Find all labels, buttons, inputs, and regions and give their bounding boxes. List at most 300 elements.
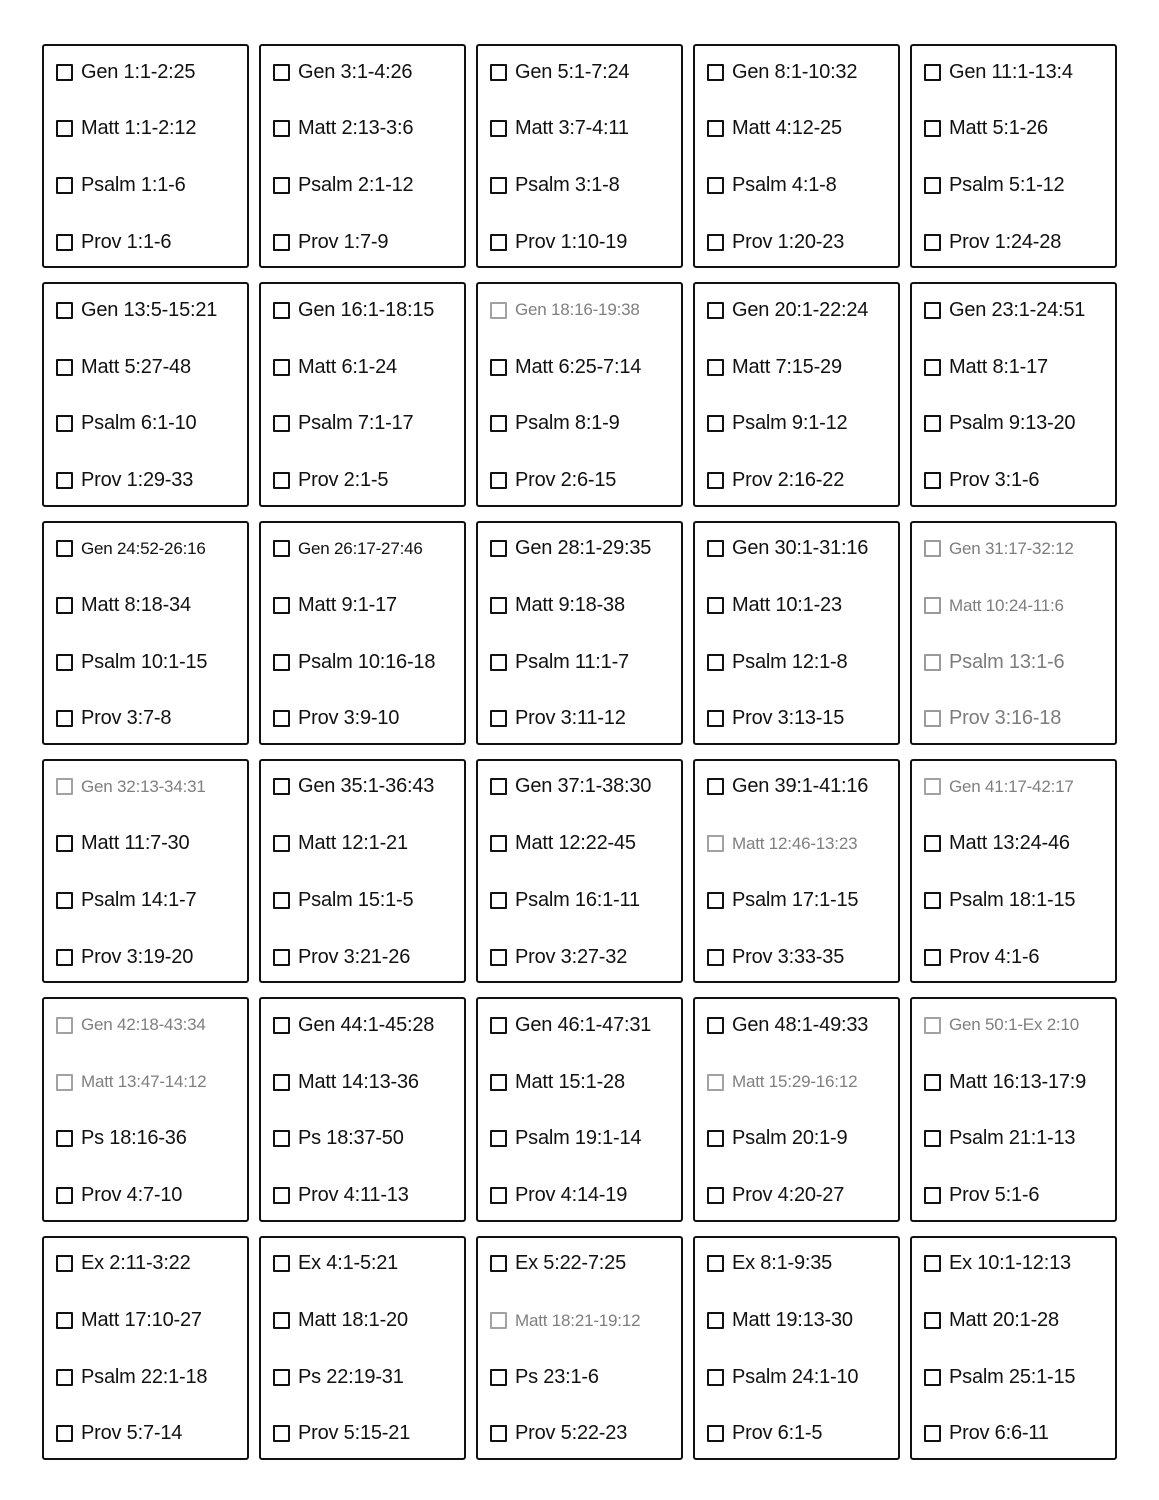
- reading-row[interactable]: [490, 830, 671, 858]
- empty-checkbox-icon[interactable]: [490, 1074, 507, 1091]
- empty-checkbox-icon[interactable]: [56, 359, 73, 376]
- reading-row[interactable]: [490, 1125, 671, 1153]
- empty-checkbox-icon[interactable]: [490, 835, 507, 852]
- reading-row[interactable]: [924, 1182, 1105, 1210]
- reading-label: Ex 10:1-12:13: [949, 1252, 1071, 1275]
- empty-checkbox-icon[interactable]: [273, 1017, 290, 1034]
- reading-row[interactable]: [924, 830, 1105, 858]
- reading-label: Psalm 15:1-5: [298, 889, 414, 912]
- empty-checkbox-icon[interactable]: [56, 597, 73, 614]
- empty-checkbox-icon[interactable]: [490, 1425, 507, 1442]
- reading-row[interactable]: [273, 648, 454, 676]
- empty-checkbox-icon[interactable]: [924, 892, 941, 909]
- reading-label: Prov 3:9-10: [298, 707, 400, 730]
- empty-checkbox-icon[interactable]: [273, 949, 290, 966]
- empty-checkbox-icon[interactable]: [924, 540, 941, 557]
- reading-label: Psalm 18:1-15: [949, 889, 1076, 912]
- reading-label: Matt 6:1-24: [298, 355, 397, 378]
- reading-label: Prov 6:1-5: [732, 1422, 823, 1445]
- empty-checkbox-icon[interactable]: [490, 177, 507, 194]
- reading-row[interactable]: [707, 410, 888, 438]
- reading-row[interactable]: [490, 1420, 671, 1448]
- empty-checkbox-icon[interactable]: [490, 359, 507, 376]
- empty-checkbox-icon[interactable]: [924, 234, 941, 251]
- empty-checkbox-icon[interactable]: [56, 892, 73, 909]
- empty-checkbox-icon[interactable]: [56, 710, 73, 727]
- reading-label: Psalm 2:1-12: [298, 174, 414, 197]
- empty-checkbox-icon[interactable]: [924, 359, 941, 376]
- reading-row[interactable]: [273, 591, 454, 619]
- empty-checkbox-icon[interactable]: [490, 1369, 507, 1386]
- reading-label: Gen 35:1-36:43: [298, 775, 435, 798]
- empty-checkbox-icon[interactable]: [707, 540, 724, 557]
- reading-row[interactable]: [273, 296, 454, 324]
- empty-checkbox-icon[interactable]: [56, 778, 73, 795]
- reading-row[interactable]: [707, 1125, 888, 1153]
- reading-row[interactable]: [707, 773, 888, 801]
- reading-row[interactable]: [924, 1068, 1105, 1096]
- empty-checkbox-icon[interactable]: [273, 359, 290, 376]
- reading-row[interactable]: [56, 830, 237, 858]
- reading-card: [42, 282, 249, 506]
- empty-checkbox-icon[interactable]: [56, 177, 73, 194]
- reading-card: [693, 282, 900, 506]
- reading-row[interactable]: [490, 773, 671, 801]
- empty-checkbox-icon[interactable]: [490, 120, 507, 137]
- empty-checkbox-icon[interactable]: [490, 64, 507, 81]
- empty-checkbox-icon[interactable]: [707, 64, 724, 81]
- empty-checkbox-icon[interactable]: [273, 1312, 290, 1329]
- reading-row[interactable]: [924, 773, 1105, 801]
- reading-row[interactable]: [924, 58, 1105, 86]
- reading-label: Matt 15:1-28: [515, 1070, 625, 1093]
- reading-label: Matt 6:25-7:14: [515, 355, 642, 378]
- empty-checkbox-icon[interactable]: [707, 654, 724, 671]
- reading-row[interactable]: [273, 410, 454, 438]
- empty-checkbox-icon[interactable]: [56, 949, 73, 966]
- reading-card: [693, 997, 900, 1221]
- reading-card: [259, 759, 466, 983]
- reading-label: Prov 4:7-10: [81, 1184, 183, 1207]
- reading-card: [42, 521, 249, 745]
- reading-row[interactable]: [490, 705, 671, 733]
- empty-checkbox-icon[interactable]: [56, 1255, 73, 1272]
- empty-checkbox-icon[interactable]: [273, 177, 290, 194]
- reading-row[interactable]: [924, 705, 1105, 733]
- reading-row[interactable]: [924, 887, 1105, 915]
- empty-checkbox-icon[interactable]: [924, 835, 941, 852]
- empty-checkbox-icon[interactable]: [924, 1425, 941, 1442]
- reading-row[interactable]: [707, 943, 888, 971]
- reading-row[interactable]: [490, 1182, 671, 1210]
- reading-label: Gen 11:1-13:4: [949, 60, 1073, 83]
- empty-checkbox-icon[interactable]: [707, 1187, 724, 1204]
- reading-label: Matt 3:7-4:11: [515, 117, 629, 140]
- reading-row[interactable]: [707, 887, 888, 915]
- reading-row[interactable]: [924, 1011, 1105, 1039]
- reading-row[interactable]: [924, 467, 1105, 495]
- reading-row[interactable]: [707, 58, 888, 86]
- reading-row[interactable]: [924, 591, 1105, 619]
- empty-checkbox-icon[interactable]: [490, 654, 507, 671]
- empty-checkbox-icon[interactable]: [490, 710, 507, 727]
- reading-label: Matt 7:15-29: [732, 355, 842, 378]
- reading-row[interactable]: [56, 535, 237, 563]
- empty-checkbox-icon[interactable]: [707, 710, 724, 727]
- reading-card: [476, 759, 683, 983]
- reading-label: Gen 3:1-4:26: [298, 60, 413, 83]
- empty-checkbox-icon[interactable]: [707, 120, 724, 137]
- empty-checkbox-icon[interactable]: [56, 234, 73, 251]
- reading-label: Matt 18:1-20: [298, 1308, 408, 1331]
- reading-row[interactable]: [56, 172, 237, 200]
- empty-checkbox-icon[interactable]: [56, 1312, 73, 1329]
- empty-checkbox-icon[interactable]: [490, 1255, 507, 1272]
- reading-label: Gen 31:17-32:12: [949, 538, 1074, 558]
- empty-checkbox-icon[interactable]: [273, 1369, 290, 1386]
- empty-checkbox-icon[interactable]: [924, 1255, 941, 1272]
- empty-checkbox-icon[interactable]: [273, 892, 290, 909]
- reading-label: Prov 3:13-15: [732, 707, 845, 730]
- reading-label: Gen 30:1-31:16: [732, 537, 869, 560]
- reading-row[interactable]: [273, 467, 454, 495]
- reading-row[interactable]: [56, 58, 237, 86]
- empty-checkbox-icon[interactable]: [924, 64, 941, 81]
- reading-row[interactable]: [707, 1420, 888, 1448]
- empty-checkbox-icon[interactable]: [924, 654, 941, 671]
- reading-row[interactable]: [707, 115, 888, 143]
- reading-label: Matt 10:1-23: [732, 593, 842, 616]
- reading-row[interactable]: [924, 1250, 1105, 1278]
- reading-row[interactable]: [490, 115, 671, 143]
- empty-checkbox-icon[interactable]: [56, 64, 73, 81]
- reading-row[interactable]: [273, 172, 454, 200]
- reading-label: Prov 6:6-11: [949, 1422, 1049, 1445]
- reading-row[interactable]: [273, 115, 454, 143]
- reading-label: Psalm 16:1-11: [515, 889, 640, 912]
- empty-checkbox-icon[interactable]: [707, 597, 724, 614]
- reading-row[interactable]: [707, 1250, 888, 1278]
- reading-label: Prov 3:19-20: [81, 945, 194, 968]
- reading-row[interactable]: [924, 410, 1105, 438]
- reading-row[interactable]: [273, 1068, 454, 1096]
- reading-row[interactable]: [707, 296, 888, 324]
- reading-label: Matt 15:29-16:12: [732, 1072, 858, 1092]
- empty-checkbox-icon[interactable]: [56, 835, 73, 852]
- reading-row[interactable]: [56, 296, 237, 324]
- empty-checkbox-icon[interactable]: [56, 1017, 73, 1034]
- reading-row[interactable]: [273, 1125, 454, 1153]
- reading-row[interactable]: [490, 1250, 671, 1278]
- reading-label: Psalm 8:1-9: [515, 412, 620, 435]
- empty-checkbox-icon[interactable]: [490, 234, 507, 251]
- empty-checkbox-icon[interactable]: [707, 1130, 724, 1147]
- reading-row[interactable]: [924, 1306, 1105, 1334]
- reading-row[interactable]: [56, 773, 237, 801]
- reading-row[interactable]: [273, 1250, 454, 1278]
- empty-checkbox-icon[interactable]: [924, 949, 941, 966]
- reading-row[interactable]: [707, 1068, 888, 1096]
- reading-row[interactable]: [273, 887, 454, 915]
- empty-checkbox-icon[interactable]: [707, 778, 724, 795]
- reading-row[interactable]: [490, 296, 671, 324]
- empty-checkbox-icon[interactable]: [924, 1312, 941, 1329]
- empty-checkbox-icon[interactable]: [56, 1130, 73, 1147]
- empty-checkbox-icon[interactable]: [924, 778, 941, 795]
- reading-row[interactable]: [273, 1182, 454, 1210]
- empty-checkbox-icon[interactable]: [707, 359, 724, 376]
- reading-row[interactable]: [490, 410, 671, 438]
- reading-label: Ex 5:22-7:25: [515, 1252, 627, 1275]
- empty-checkbox-icon[interactable]: [56, 1369, 73, 1386]
- reading-row[interactable]: [924, 296, 1105, 324]
- reading-row[interactable]: [707, 535, 888, 563]
- empty-checkbox-icon[interactable]: [56, 540, 73, 557]
- empty-checkbox-icon[interactable]: [273, 1130, 290, 1147]
- reading-row[interactable]: [56, 1420, 237, 1448]
- reading-label: Gen 41:17-42:17: [949, 777, 1074, 797]
- reading-row[interactable]: [707, 830, 888, 858]
- reading-row[interactable]: [490, 172, 671, 200]
- empty-checkbox-icon[interactable]: [56, 302, 73, 319]
- empty-checkbox-icon[interactable]: [707, 1074, 724, 1091]
- reading-card: [476, 1236, 683, 1460]
- empty-checkbox-icon[interactable]: [490, 778, 507, 795]
- empty-checkbox-icon[interactable]: [56, 120, 73, 137]
- reading-row[interactable]: [924, 1420, 1105, 1448]
- reading-label: Gen 28:1-29:35: [515, 537, 652, 560]
- empty-checkbox-icon[interactable]: [707, 1425, 724, 1442]
- reading-row[interactable]: [707, 1306, 888, 1334]
- reading-label: Matt 8:18-34: [81, 593, 191, 616]
- empty-checkbox-icon[interactable]: [273, 1187, 290, 1204]
- reading-label: Psalm 24:1-10: [732, 1365, 859, 1388]
- empty-checkbox-icon[interactable]: [273, 1425, 290, 1442]
- reading-row[interactable]: [490, 648, 671, 676]
- reading-card: [42, 759, 249, 983]
- empty-checkbox-icon[interactable]: [490, 1312, 507, 1329]
- reading-row[interactable]: [707, 705, 888, 733]
- reading-row[interactable]: [490, 58, 671, 86]
- empty-checkbox-icon[interactable]: [273, 64, 290, 81]
- reading-row[interactable]: [490, 1363, 671, 1391]
- reading-row[interactable]: [490, 467, 671, 495]
- empty-checkbox-icon[interactable]: [924, 1369, 941, 1386]
- empty-checkbox-icon[interactable]: [924, 415, 941, 432]
- empty-checkbox-icon[interactable]: [924, 710, 941, 727]
- empty-checkbox-icon[interactable]: [490, 302, 507, 319]
- reading-row[interactable]: [707, 1182, 888, 1210]
- empty-checkbox-icon[interactable]: [490, 1187, 507, 1204]
- empty-checkbox-icon[interactable]: [56, 1187, 73, 1204]
- reading-row[interactable]: [490, 353, 671, 381]
- empty-checkbox-icon[interactable]: [490, 1130, 507, 1147]
- reading-row[interactable]: [56, 1011, 237, 1039]
- reading-row[interactable]: [490, 1068, 671, 1096]
- empty-checkbox-icon[interactable]: [273, 415, 290, 432]
- reading-row[interactable]: [56, 1182, 237, 1210]
- reading-row[interactable]: [56, 887, 237, 915]
- reading-row[interactable]: [273, 830, 454, 858]
- reading-label: Psalm 3:1-8: [515, 174, 620, 197]
- empty-checkbox-icon[interactable]: [273, 120, 290, 137]
- empty-checkbox-icon[interactable]: [273, 1074, 290, 1091]
- empty-checkbox-icon[interactable]: [56, 415, 73, 432]
- reading-row[interactable]: [56, 705, 237, 733]
- reading-row[interactable]: [273, 1363, 454, 1391]
- reading-card: [910, 759, 1117, 983]
- reading-row[interactable]: [273, 1306, 454, 1334]
- reading-row[interactable]: [707, 1363, 888, 1391]
- reading-card: [693, 759, 900, 983]
- reading-row[interactable]: [273, 535, 454, 563]
- reading-row[interactable]: [490, 535, 671, 563]
- empty-checkbox-icon[interactable]: [707, 1369, 724, 1386]
- empty-checkbox-icon[interactable]: [707, 949, 724, 966]
- reading-row[interactable]: [924, 115, 1105, 143]
- reading-label: Gen 20:1-22:24: [732, 298, 869, 321]
- reading-card: [693, 44, 900, 268]
- reading-row[interactable]: [56, 467, 237, 495]
- reading-label: Ex 8:1-9:35: [732, 1252, 833, 1275]
- reading-label: Psalm 1:1-6: [81, 174, 186, 197]
- reading-row[interactable]: [56, 410, 237, 438]
- empty-checkbox-icon[interactable]: [707, 1255, 724, 1272]
- reading-row[interactable]: [924, 943, 1105, 971]
- reading-row[interactable]: [924, 648, 1105, 676]
- reading-label: Psalm 17:1-15: [732, 889, 859, 912]
- reading-row[interactable]: [924, 1363, 1105, 1391]
- reading-label: Matt 19:13-30: [732, 1308, 853, 1331]
- empty-checkbox-icon[interactable]: [490, 597, 507, 614]
- empty-checkbox-icon[interactable]: [56, 1074, 73, 1091]
- reading-row[interactable]: [490, 228, 671, 256]
- empty-checkbox-icon[interactable]: [707, 472, 724, 489]
- reading-label: Gen 39:1-41:16: [732, 775, 869, 798]
- empty-checkbox-icon[interactable]: [707, 415, 724, 432]
- reading-label: Psalm 6:1-10: [81, 412, 197, 435]
- empty-checkbox-icon[interactable]: [56, 472, 73, 489]
- reading-row[interactable]: [707, 467, 888, 495]
- empty-checkbox-icon[interactable]: [924, 472, 941, 489]
- empty-checkbox-icon[interactable]: [273, 654, 290, 671]
- reading-label: Prov 2:6-15: [515, 469, 617, 492]
- reading-row[interactable]: [273, 773, 454, 801]
- empty-checkbox-icon[interactable]: [56, 654, 73, 671]
- empty-checkbox-icon[interactable]: [56, 1425, 73, 1442]
- reading-card: [693, 521, 900, 745]
- reading-row[interactable]: [707, 228, 888, 256]
- reading-row[interactable]: [56, 228, 237, 256]
- empty-checkbox-icon[interactable]: [924, 1130, 941, 1147]
- empty-checkbox-icon[interactable]: [924, 1187, 941, 1204]
- reading-row[interactable]: [56, 1068, 237, 1096]
- empty-checkbox-icon[interactable]: [707, 1312, 724, 1329]
- empty-checkbox-icon[interactable]: [273, 234, 290, 251]
- empty-checkbox-icon[interactable]: [273, 710, 290, 727]
- reading-row[interactable]: [56, 648, 237, 676]
- reading-row[interactable]: [490, 1011, 671, 1039]
- reading-label: Prov 4:14-19: [515, 1184, 628, 1207]
- reading-card: [910, 44, 1117, 268]
- reading-row[interactable]: [924, 535, 1105, 563]
- empty-checkbox-icon[interactable]: [490, 540, 507, 557]
- reading-row[interactable]: [707, 1011, 888, 1039]
- empty-checkbox-icon[interactable]: [273, 835, 290, 852]
- reading-label: Gen 18:16-19:38: [515, 300, 640, 320]
- reading-row[interactable]: [56, 1306, 237, 1334]
- reading-row[interactable]: [56, 591, 237, 619]
- empty-checkbox-icon[interactable]: [490, 1017, 507, 1034]
- reading-row[interactable]: [56, 1250, 237, 1278]
- reading-row[interactable]: [273, 353, 454, 381]
- reading-row[interactable]: [707, 648, 888, 676]
- reading-label: Prov 3:21-26: [298, 945, 411, 968]
- empty-checkbox-icon[interactable]: [924, 177, 941, 194]
- reading-card: [42, 997, 249, 1221]
- empty-checkbox-icon[interactable]: [707, 302, 724, 319]
- empty-checkbox-icon[interactable]: [924, 1017, 941, 1034]
- empty-checkbox-icon[interactable]: [707, 1017, 724, 1034]
- empty-checkbox-icon[interactable]: [707, 835, 724, 852]
- reading-label: Psalm 13:1-6: [949, 650, 1065, 673]
- empty-checkbox-icon[interactable]: [490, 472, 507, 489]
- reading-row[interactable]: [273, 1011, 454, 1039]
- reading-row[interactable]: [273, 705, 454, 733]
- reading-row[interactable]: [490, 1306, 671, 1334]
- empty-checkbox-icon[interactable]: [273, 302, 290, 319]
- reading-row[interactable]: [273, 1420, 454, 1448]
- reading-row[interactable]: [490, 943, 671, 971]
- empty-checkbox-icon[interactable]: [490, 892, 507, 909]
- empty-checkbox-icon[interactable]: [707, 177, 724, 194]
- reading-row[interactable]: [56, 943, 237, 971]
- empty-checkbox-icon[interactable]: [273, 472, 290, 489]
- reading-row[interactable]: [56, 1125, 237, 1153]
- reading-row[interactable]: [56, 1363, 237, 1391]
- reading-row[interactable]: [490, 887, 671, 915]
- reading-row[interactable]: [924, 353, 1105, 381]
- empty-checkbox-icon[interactable]: [273, 778, 290, 795]
- empty-checkbox-icon[interactable]: [490, 415, 507, 432]
- reading-label: Gen 24:52-26:16: [81, 538, 206, 558]
- empty-checkbox-icon[interactable]: [273, 540, 290, 557]
- reading-row[interactable]: [490, 591, 671, 619]
- reading-row[interactable]: [924, 228, 1105, 256]
- reading-row[interactable]: [924, 1125, 1105, 1153]
- reading-row[interactable]: [56, 115, 237, 143]
- empty-checkbox-icon[interactable]: [490, 949, 507, 966]
- empty-checkbox-icon[interactable]: [273, 1255, 290, 1272]
- empty-checkbox-icon[interactable]: [924, 1074, 941, 1091]
- reading-row[interactable]: [707, 353, 888, 381]
- empty-checkbox-icon[interactable]: [924, 302, 941, 319]
- reading-row[interactable]: [707, 172, 888, 200]
- reading-row[interactable]: [924, 172, 1105, 200]
- reading-label: Gen 48:1-49:33: [732, 1013, 869, 1036]
- empty-checkbox-icon[interactable]: [924, 120, 941, 137]
- empty-checkbox-icon[interactable]: [707, 892, 724, 909]
- reading-row[interactable]: [273, 58, 454, 86]
- reading-row[interactable]: [273, 943, 454, 971]
- empty-checkbox-icon[interactable]: [273, 597, 290, 614]
- empty-checkbox-icon[interactable]: [707, 234, 724, 251]
- reading-row[interactable]: [273, 228, 454, 256]
- empty-checkbox-icon[interactable]: [924, 597, 941, 614]
- reading-row[interactable]: [56, 353, 237, 381]
- reading-row[interactable]: [707, 591, 888, 619]
- reading-label: Matt 12:1-21: [298, 832, 408, 855]
